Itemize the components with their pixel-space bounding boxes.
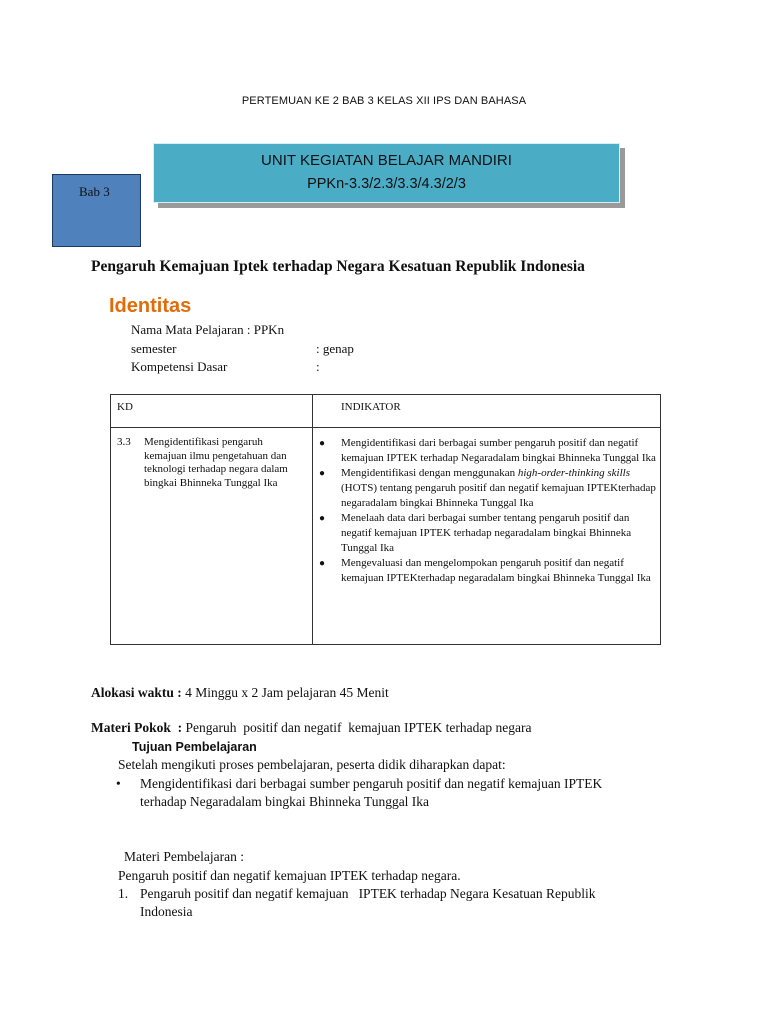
materi-item-number: 1. (118, 886, 129, 901)
list-item (319, 556, 659, 586)
unit-box (153, 143, 620, 203)
table-header-row (111, 395, 661, 428)
materi-pokok-label: Materi Pokok : (91, 720, 183, 735)
header-cell-kd (111, 395, 313, 428)
header-cell-indikator (313, 395, 661, 428)
identitas-heading: Identitas (109, 295, 192, 317)
identitas-value: : genap (316, 341, 354, 356)
table-row (111, 428, 661, 645)
indikator-text: Mengidentifikasi dengan menggunakan (341, 467, 518, 479)
kd-description: Mengidentifikasi pengaruh kemajuan ilmu pengetahuan dan teknologi terhadap negara dalam bingkai Bhinneka Tunggal Ika (144, 436, 288, 489)
header-line: PERTEMUAN KE 2 BAB 3 KELAS XII IPS DAN BAHASA (241, 95, 527, 107)
tujuan-bullet-line2: terhadap Negaradalam bingkai Bhinneka Tunggal Ika (140, 794, 430, 809)
header-indikator-label: INDIKATOR (341, 401, 401, 413)
document-title: Pengaruh Kemajuan Iptek terhadap Negara Kesatuan Republik Indonesia (91, 258, 585, 275)
kd-indikator-table (110, 394, 661, 645)
alokasi-label: Alokasi waktu : (91, 685, 182, 700)
tujuan-heading: Tujuan Pembelajaran (132, 740, 257, 754)
bab-label: Bab 3 (79, 184, 110, 199)
identitas-label: semester (131, 341, 177, 356)
tujuan-intro: Setelah mengikuti proses pembelajaran, peserta didik diharapkan dapat: (118, 757, 506, 772)
list-item (319, 436, 659, 466)
bullet-icon: ● (319, 438, 326, 449)
materi-pembelajaran-heading: Materi Pembelajaran : (124, 849, 244, 864)
indikator-list (319, 436, 659, 586)
indikator-text: Mengevaluasi dan mengelompokan pengaruh positif dan negatif kemajuan IPTEKterhadap negaradalam bingkai Bhinneka Tunggal Ika (341, 557, 651, 584)
indikator-text: (HOTS) tentang pengaruh positif dan negatif kemajuan IPTEKterhadap negaradalam bingkai Bhinneka Tunggal Ika (341, 482, 656, 509)
bab-box (52, 174, 141, 247)
kd-number: 3.3 (117, 436, 131, 448)
indikator-text: Mengidentifikasi dari berbagai sumber pengaruh positif dan negatif kemajuan IPTEK terhadap Negaradalam bingkai Bhinneka Tunggal Ika (341, 437, 656, 464)
materi-item-line2: Indonesia (140, 904, 193, 919)
list-item (319, 511, 659, 556)
tujuan-bullet-icon: • (116, 776, 121, 791)
tujuan-bullet-line1: Mengidentifikasi dari berbagai sumber pengaruh positif dan negatif kemajuan IPTEK (140, 776, 603, 791)
indikator-cell (313, 428, 661, 645)
identitas-label: Nama Mata Pelajaran : PPKn (131, 322, 285, 337)
identitas-label: Kompetensi Dasar (131, 359, 228, 374)
alokasi-waktu (91, 685, 389, 701)
bullet-icon: ● (319, 558, 326, 569)
bullet-icon: ● (319, 468, 326, 479)
identitas-value: : (316, 359, 320, 374)
unit-title: UNIT KEGIATAN BELAJAR MANDIRI (261, 152, 512, 169)
materi-pokok (91, 720, 532, 736)
alokasi-value: 4 Minggu x 2 Jam pelajaran 45 Menit (181, 685, 389, 700)
materi-pokok-value: Pengaruh positif dan negatif kemajuan IPTEK terhadap negara (182, 720, 532, 735)
materi-item-line1: Pengaruh positif dan negatif kemajuan IPTEK terhadap Negara Kesatuan Republik (140, 886, 596, 901)
list-item (319, 466, 659, 511)
unit-code: PPKn-3.3/2.3/3.3/4.3/2/3 (307, 176, 466, 192)
indikator-italic-text: high-order-thinking skills (517, 467, 630, 479)
materi-pembelajaran-intro: Pengaruh positif dan negatif kemajuan IPTEK terhadap negara. (118, 868, 461, 883)
indikator-text: Menelaah data dari berbagai sumber tentang pengaruh positif dan negatif kemajuan IPTEK terhadap negaradalam bingkai Bhinneka Tunggal Ika (341, 512, 632, 554)
header-kd-label: KD (117, 401, 133, 413)
kd-cell (111, 428, 313, 645)
bullet-icon: ● (319, 513, 326, 524)
